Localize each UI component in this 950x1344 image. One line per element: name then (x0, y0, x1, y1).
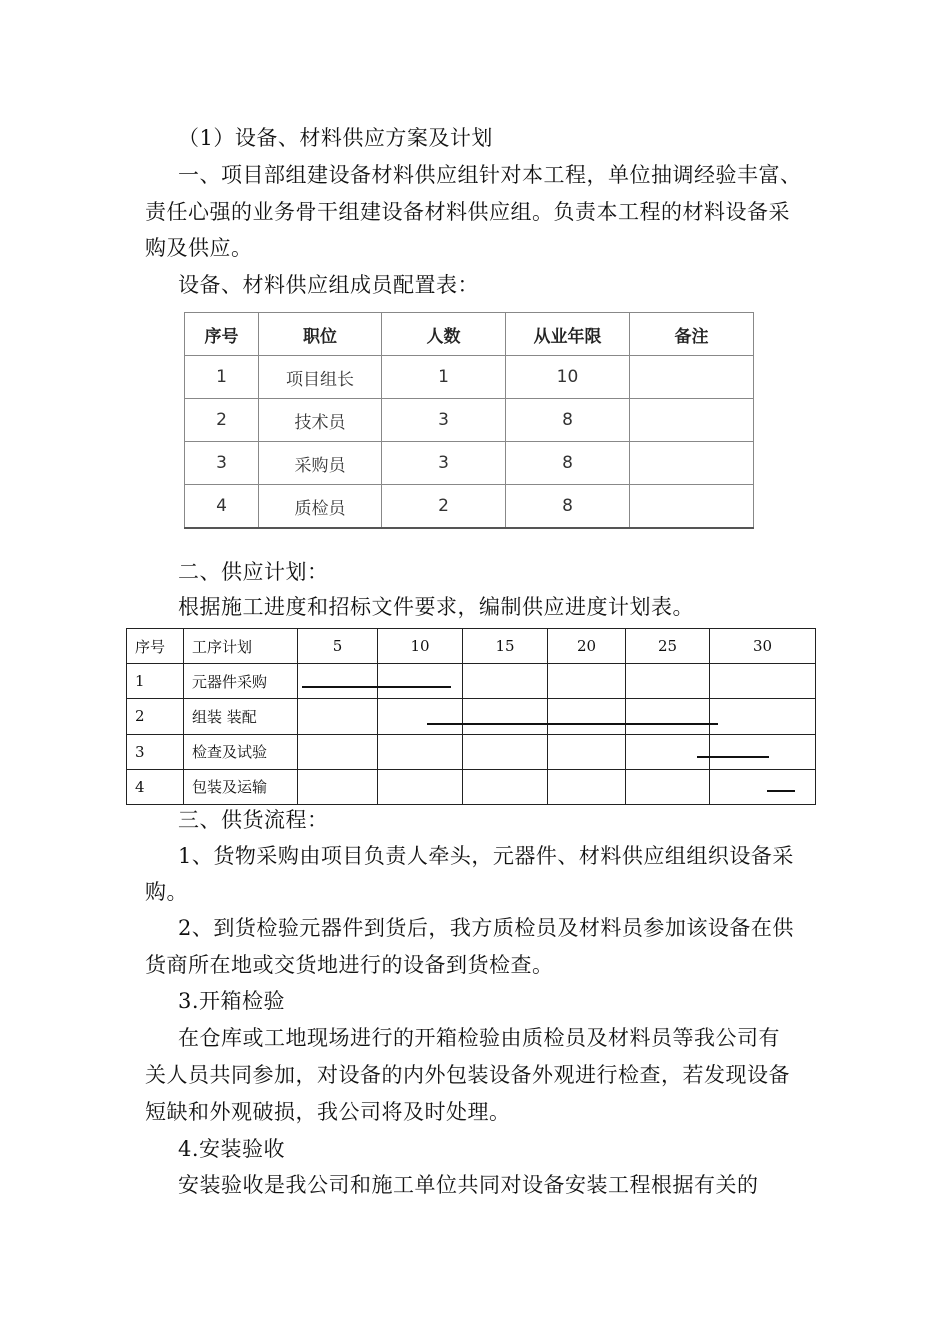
header-cell: 15 (463, 629, 548, 664)
step-1-line-2: 购。 (145, 880, 188, 904)
staff-table-caption: 设备、材料供应组成员配置表： (178, 273, 479, 297)
table-cell: 1 (127, 664, 184, 699)
header-cell: 序号 (127, 629, 184, 664)
paragraph-1-line-1: 一、项目部组建设备材料供应组针对本工程，单位抽调经验丰富、 (178, 163, 802, 187)
table-cell: 3 (127, 734, 184, 769)
table-row (185, 485, 754, 529)
header-cell: 25 (626, 629, 710, 664)
table-row (185, 442, 754, 485)
table-row (185, 399, 754, 442)
step-2-line-2: 货商所在地或交货地进行的设备到货检查。 (145, 953, 554, 977)
table-cell: 8 (506, 399, 630, 442)
step-4-line-1: 安装验收是我公司和施工单位共同对设备安装工程根据有关的 (178, 1173, 759, 1197)
table-cell: 1 (382, 356, 506, 399)
table-cell: 技术员 (259, 399, 382, 442)
gantt-bar-packing (767, 790, 795, 792)
header-cell: 从业年限 (506, 313, 630, 356)
gantt-bar-procurement (302, 686, 451, 688)
table-cell: 3 (185, 442, 259, 485)
table-row (127, 769, 816, 804)
table-cell: 2 (127, 699, 184, 734)
section-title: （1）设备、材料供应方案及计划 (178, 126, 493, 150)
step-2-line-1: 2、到货检验元器件到货后，我方质检员及材料员参加该设备在供 (178, 916, 794, 940)
table-cell: 8 (506, 442, 630, 485)
header-cell: 5 (298, 629, 378, 664)
table-cell: 8 (506, 485, 630, 529)
table-cell: 组装 装配 (184, 699, 298, 734)
schedule-header (127, 629, 816, 664)
table-cell: 2 (382, 485, 506, 529)
paragraph-1-line-3: 购及供应。 (145, 236, 253, 260)
header-cell: 30 (710, 629, 816, 664)
schedule-table (126, 628, 816, 805)
table-cell: 3 (382, 399, 506, 442)
step-3-heading: 3.开箱检验 (178, 989, 286, 1013)
table-row (127, 734, 816, 769)
staff-table-header (185, 313, 754, 356)
supply-plan-heading: 二、供应计划： (178, 560, 329, 584)
supply-plan-text: 根据施工进度和招标文件要求，编制供应进度计划表。 (178, 595, 694, 619)
header-cell: 工序计划 (184, 629, 298, 664)
paragraph-1-line-2: 责任心强的业务骨干组建设备材料供应组。负责本工程的材料设备采 (145, 200, 790, 224)
table-cell: 元器件采购 (184, 664, 298, 699)
table-cell: 2 (185, 399, 259, 442)
step-3-line-1: 在仓库或工地现场进行的开箱检验由质检员及材料员等我公司有 (178, 1026, 780, 1050)
delivery-flow-heading: 三、供货流程： (178, 808, 329, 832)
table-cell: 检查及试验 (184, 734, 298, 769)
table-cell (630, 442, 754, 485)
header-cell: 20 (548, 629, 626, 664)
staff-table (184, 312, 754, 529)
table-row (185, 356, 754, 399)
table-cell: 4 (185, 485, 259, 529)
table-row (127, 664, 816, 699)
header-cell: 人数 (382, 313, 506, 356)
gantt-bar-inspection (697, 756, 769, 758)
header-cell: 备注 (630, 313, 754, 356)
step-4-heading: 4.安装验收 (178, 1137, 286, 1161)
table-cell: 包装及运输 (184, 769, 298, 804)
step-1-line-1: 1、货物采购由项目负责人牵头，元器件、材料供应组组织设备采 (178, 844, 794, 868)
table-cell: 1 (185, 356, 259, 399)
table-cell (630, 356, 754, 399)
step-3-line-2: 关人员共同参加，对设备的内外包装设备外观进行检查，若发现设备 (145, 1063, 790, 1087)
header-cell: 序号 (185, 313, 259, 356)
table-row (127, 699, 816, 734)
header-cell: 职位 (259, 313, 382, 356)
table-cell: 3 (382, 442, 506, 485)
gantt-bar-assembly (427, 723, 718, 725)
header-cell: 10 (378, 629, 463, 664)
table-cell: 质检员 (259, 485, 382, 529)
table-cell: 采购员 (259, 442, 382, 485)
table-cell: 10 (506, 356, 630, 399)
table-cell: 项目组长 (259, 356, 382, 399)
table-cell: 4 (127, 769, 184, 804)
table-cell (630, 399, 754, 442)
step-3-line-3: 短缺和外观破损，我公司将及时处理。 (145, 1100, 511, 1124)
table-cell (630, 485, 754, 529)
